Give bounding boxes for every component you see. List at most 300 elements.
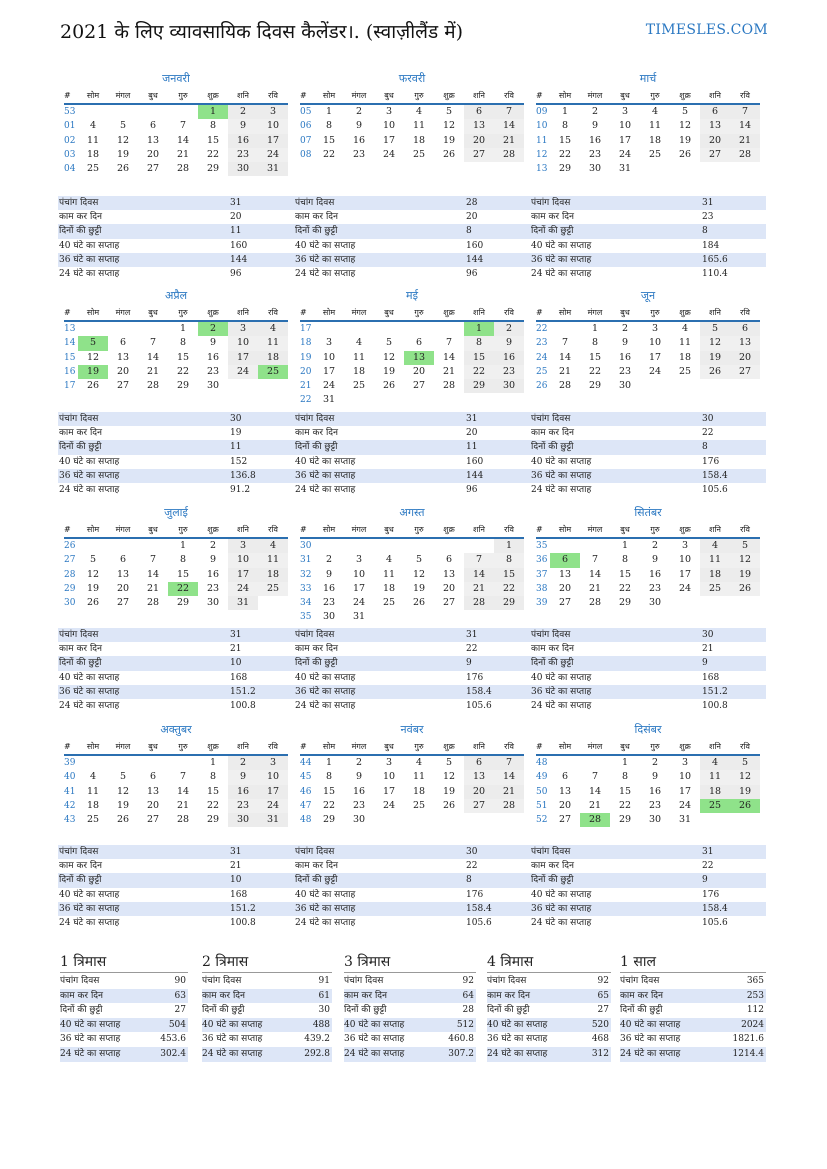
- day-cell[interactable]: 18: [258, 568, 288, 582]
- holiday-day-cell[interactable]: 25: [700, 799, 730, 813]
- day-cell[interactable]: 18: [412, 134, 426, 146]
- day-cell[interactable]: 5: [700, 322, 730, 336]
- day-cell[interactable]: 20: [700, 134, 730, 148]
- day-cell[interactable]: 5: [730, 539, 760, 553]
- day-cell[interactable]: 1: [591, 323, 599, 334]
- day-cell[interactable]: 4: [89, 771, 97, 783]
- day-cell[interactable]: 13: [700, 119, 730, 133]
- day-cell[interactable]: 19: [700, 351, 730, 365]
- day-cell[interactable]: 11: [258, 553, 288, 567]
- day-cell[interactable]: 3: [385, 106, 393, 117]
- day-cell[interactable]: 8: [591, 337, 599, 349]
- day-cell[interactable]: 22: [588, 365, 602, 377]
- day-cell[interactable]: 15: [558, 134, 572, 146]
- day-cell[interactable]: 18: [678, 351, 692, 363]
- day-cell[interactable]: 4: [258, 322, 288, 336]
- day-cell[interactable]: 4: [89, 120, 97, 132]
- day-cell[interactable]: 11: [352, 351, 366, 363]
- day-cell[interactable]: 29: [206, 814, 220, 826]
- day-cell[interactable]: 2: [209, 540, 217, 551]
- day-cell[interactable]: 2: [651, 757, 659, 768]
- day-cell[interactable]: 26: [382, 380, 396, 392]
- day-cell[interactable]: 18: [700, 568, 730, 582]
- day-cell[interactable]: 12: [382, 351, 396, 363]
- day-cell[interactable]: 3: [621, 106, 629, 117]
- day-cell[interactable]: 14: [176, 785, 190, 797]
- day-cell[interactable]: 5: [445, 106, 453, 117]
- day-cell[interactable]: 29: [176, 380, 190, 392]
- day-cell[interactable]: 15: [588, 351, 602, 363]
- day-cell[interactable]: 30: [228, 162, 258, 176]
- day-cell[interactable]: 24: [618, 148, 632, 160]
- day-cell[interactable]: 3: [228, 322, 258, 336]
- day-cell[interactable]: 19: [442, 785, 456, 797]
- day-cell[interactable]: 29: [588, 380, 602, 392]
- brand-link[interactable]: TIMESLES.COM: [645, 22, 768, 38]
- day-cell[interactable]: 15: [494, 568, 524, 582]
- day-cell[interactable]: 16: [322, 582, 336, 594]
- day-cell[interactable]: 14: [588, 785, 602, 797]
- day-cell[interactable]: 14: [146, 351, 160, 363]
- day-cell[interactable]: 3: [681, 540, 689, 551]
- day-cell[interactable]: 11: [258, 336, 288, 350]
- day-cell[interactable]: 26: [442, 799, 456, 811]
- day-cell[interactable]: 12: [86, 351, 100, 363]
- holiday-day-cell[interactable]: 1: [198, 105, 228, 119]
- day-cell[interactable]: 6: [464, 756, 494, 770]
- day-cell[interactable]: 1: [325, 106, 333, 117]
- day-cell[interactable]: 20: [412, 365, 426, 377]
- day-cell[interactable]: 3: [651, 323, 659, 334]
- day-cell[interactable]: 7: [591, 554, 599, 566]
- day-cell[interactable]: 9: [621, 337, 629, 349]
- day-cell[interactable]: 2: [228, 756, 258, 770]
- day-cell[interactable]: 8: [561, 120, 569, 132]
- day-cell[interactable]: 5: [730, 756, 760, 770]
- holiday-day-cell[interactable]: 19: [78, 365, 108, 379]
- holiday-day-cell[interactable]: 6: [550, 553, 580, 567]
- day-cell[interactable]: 14: [494, 770, 524, 784]
- holiday-day-cell[interactable]: 28: [580, 813, 610, 827]
- day-cell[interactable]: 17: [352, 582, 366, 594]
- day-cell[interactable]: 29: [618, 814, 632, 826]
- day-cell[interactable]: 9: [651, 771, 659, 783]
- day-cell[interactable]: 16: [228, 785, 258, 799]
- day-cell[interactable]: 24: [382, 799, 396, 811]
- day-cell[interactable]: 15: [322, 785, 336, 797]
- holiday-day-cell[interactable]: 22: [168, 582, 198, 596]
- day-cell[interactable]: 22: [322, 799, 336, 811]
- day-cell[interactable]: 20: [146, 799, 160, 811]
- holiday-day-cell[interactable]: 26: [730, 799, 760, 813]
- day-cell[interactable]: 31: [228, 596, 258, 610]
- day-cell[interactable]: 5: [89, 554, 97, 566]
- day-cell[interactable]: 7: [179, 120, 187, 132]
- day-cell[interactable]: 2: [325, 554, 333, 566]
- day-cell[interactable]: 10: [678, 771, 692, 783]
- day-cell[interactable]: 2: [355, 106, 363, 117]
- day-cell[interactable]: 8: [325, 120, 333, 132]
- day-cell[interactable]: 11: [648, 120, 662, 132]
- day-cell[interactable]: 8: [464, 336, 494, 350]
- day-cell[interactable]: 17: [618, 134, 632, 146]
- day-cell[interactable]: 2: [651, 540, 659, 551]
- day-cell[interactable]: 25: [678, 365, 692, 377]
- day-cell[interactable]: 27: [558, 814, 572, 826]
- day-cell[interactable]: 17: [382, 134, 396, 146]
- day-cell[interactable]: 6: [119, 337, 127, 349]
- day-cell[interactable]: 21: [464, 582, 494, 596]
- day-cell[interactable]: 2: [355, 757, 363, 768]
- day-cell[interactable]: 29: [618, 597, 632, 609]
- day-cell[interactable]: 28: [558, 380, 572, 392]
- day-cell[interactable]: 21: [442, 365, 456, 377]
- day-cell[interactable]: 19: [730, 568, 760, 582]
- day-cell[interactable]: 18: [700, 785, 730, 799]
- day-cell[interactable]: 4: [700, 756, 730, 770]
- day-cell[interactable]: 22: [558, 148, 572, 160]
- day-cell[interactable]: 14: [588, 568, 602, 580]
- day-cell[interactable]: 9: [591, 120, 599, 132]
- day-cell[interactable]: 1: [621, 757, 629, 768]
- day-cell[interactable]: 24: [322, 380, 336, 392]
- day-cell[interactable]: 7: [730, 105, 760, 119]
- day-cell[interactable]: 18: [86, 148, 100, 160]
- day-cell[interactable]: 24: [258, 799, 288, 813]
- day-cell[interactable]: 20: [558, 582, 572, 594]
- day-cell[interactable]: 31: [258, 813, 288, 827]
- day-cell[interactable]: 16: [206, 351, 220, 363]
- day-cell[interactable]: 13: [116, 351, 130, 363]
- day-cell[interactable]: 11: [700, 770, 730, 784]
- day-cell[interactable]: 24: [258, 148, 288, 162]
- day-cell[interactable]: 25: [648, 148, 662, 160]
- day-cell[interactable]: 12: [116, 785, 130, 797]
- day-cell[interactable]: 16: [588, 134, 602, 146]
- day-cell[interactable]: 7: [494, 105, 524, 119]
- day-cell[interactable]: 14: [494, 119, 524, 133]
- day-cell[interactable]: 21: [558, 365, 572, 377]
- day-cell[interactable]: 21: [146, 365, 160, 377]
- holiday-day-cell[interactable]: 13: [404, 351, 434, 365]
- day-cell[interactable]: 19: [86, 582, 100, 594]
- day-cell[interactable]: 25: [700, 582, 730, 596]
- day-cell[interactable]: 13: [558, 785, 572, 797]
- day-cell[interactable]: 16: [228, 134, 258, 148]
- day-cell[interactable]: 31: [678, 814, 692, 826]
- day-cell[interactable]: 9: [209, 554, 217, 566]
- day-cell[interactable]: 29: [494, 596, 524, 610]
- day-cell[interactable]: 29: [176, 597, 190, 609]
- day-cell[interactable]: 10: [258, 770, 288, 784]
- day-cell[interactable]: 18: [352, 365, 366, 377]
- day-cell[interactable]: 15: [206, 785, 220, 797]
- day-cell[interactable]: 20: [442, 582, 456, 594]
- day-cell[interactable]: 19: [442, 134, 456, 146]
- day-cell[interactable]: 12: [116, 134, 130, 146]
- day-cell[interactable]: 10: [352, 568, 366, 580]
- day-cell[interactable]: 22: [322, 148, 336, 160]
- day-cell[interactable]: 11: [382, 568, 396, 580]
- day-cell[interactable]: 28: [588, 597, 602, 609]
- day-cell[interactable]: 18: [412, 785, 426, 797]
- day-cell[interactable]: 6: [415, 337, 423, 349]
- day-cell[interactable]: 14: [730, 119, 760, 133]
- day-cell[interactable]: 10: [228, 336, 258, 350]
- day-cell[interactable]: 13: [442, 568, 456, 580]
- day-cell[interactable]: 28: [176, 814, 190, 826]
- day-cell[interactable]: 29: [464, 379, 494, 393]
- day-cell[interactable]: 16: [206, 568, 220, 580]
- day-cell[interactable]: 17: [678, 785, 692, 797]
- day-cell[interactable]: 16: [618, 351, 632, 363]
- day-cell[interactable]: 10: [618, 120, 632, 132]
- day-cell[interactable]: 10: [382, 771, 396, 783]
- day-cell[interactable]: 24: [382, 148, 396, 160]
- day-cell[interactable]: 29: [322, 814, 336, 826]
- day-cell[interactable]: 7: [494, 756, 524, 770]
- day-cell[interactable]: 28: [464, 596, 494, 610]
- day-cell[interactable]: 26: [116, 163, 130, 175]
- day-cell[interactable]: 17: [382, 785, 396, 797]
- day-cell[interactable]: 12: [442, 120, 456, 132]
- day-cell[interactable]: 6: [700, 105, 730, 119]
- day-cell[interactable]: 27: [146, 163, 160, 175]
- day-cell[interactable]: 27: [116, 597, 130, 609]
- day-cell[interactable]: 26: [700, 365, 730, 379]
- day-cell[interactable]: 24: [678, 582, 692, 594]
- day-cell[interactable]: 22: [176, 365, 190, 377]
- day-cell[interactable]: 25: [86, 163, 100, 175]
- day-cell[interactable]: 26: [86, 597, 100, 609]
- day-cell[interactable]: 18: [648, 134, 662, 146]
- day-cell[interactable]: 1: [621, 540, 629, 551]
- day-cell[interactable]: 12: [86, 568, 100, 580]
- day-cell[interactable]: 7: [445, 337, 453, 349]
- day-cell[interactable]: 3: [228, 539, 258, 553]
- day-cell[interactable]: 7: [464, 553, 494, 567]
- day-cell[interactable]: 12: [700, 336, 730, 350]
- day-cell[interactable]: 1: [179, 323, 187, 334]
- day-cell[interactable]: 16: [352, 134, 366, 146]
- day-cell[interactable]: 9: [494, 336, 524, 350]
- day-cell[interactable]: 24: [648, 365, 662, 377]
- day-cell[interactable]: 20: [116, 582, 130, 594]
- day-cell[interactable]: 14: [176, 134, 190, 146]
- day-cell[interactable]: 1: [209, 757, 217, 768]
- day-cell[interactable]: 23: [494, 365, 524, 379]
- day-cell[interactable]: 6: [464, 105, 494, 119]
- day-cell[interactable]: 14: [464, 568, 494, 582]
- day-cell[interactable]: 14: [558, 351, 572, 363]
- day-cell[interactable]: 19: [730, 785, 760, 799]
- day-cell[interactable]: 28: [730, 148, 760, 162]
- day-cell[interactable]: 9: [355, 120, 363, 132]
- day-cell[interactable]: 21: [146, 582, 160, 594]
- day-cell[interactable]: 21: [494, 134, 524, 148]
- day-cell[interactable]: 17: [322, 365, 336, 377]
- day-cell[interactable]: 3: [385, 757, 393, 768]
- day-cell[interactable]: 9: [228, 770, 258, 784]
- day-cell[interactable]: 24: [352, 597, 366, 609]
- day-cell[interactable]: 21: [176, 799, 190, 811]
- day-cell[interactable]: 23: [648, 582, 662, 594]
- day-cell[interactable]: 23: [228, 148, 258, 162]
- day-cell[interactable]: 7: [591, 771, 599, 783]
- day-cell[interactable]: 15: [464, 351, 494, 365]
- day-cell[interactable]: 2: [591, 106, 599, 117]
- day-cell[interactable]: 11: [678, 337, 692, 349]
- day-cell[interactable]: 27: [146, 814, 160, 826]
- holiday-day-cell[interactable]: 2: [198, 322, 228, 336]
- day-cell[interactable]: 16: [352, 785, 366, 797]
- day-cell[interactable]: 27: [442, 597, 456, 609]
- day-cell[interactable]: 13: [146, 785, 160, 797]
- day-cell[interactable]: 17: [258, 134, 288, 148]
- day-cell[interactable]: 30: [228, 813, 258, 827]
- day-cell[interactable]: 19: [678, 134, 692, 146]
- day-cell[interactable]: 23: [206, 582, 220, 594]
- day-cell[interactable]: 23: [618, 365, 632, 377]
- day-cell[interactable]: 15: [618, 568, 632, 580]
- day-cell[interactable]: 2: [494, 322, 524, 336]
- day-cell[interactable]: 25: [352, 380, 366, 392]
- day-cell[interactable]: 12: [678, 120, 692, 132]
- day-cell[interactable]: 20: [730, 351, 760, 365]
- day-cell[interactable]: 5: [385, 337, 393, 349]
- day-cell[interactable]: 19: [116, 148, 130, 160]
- day-cell[interactable]: 16: [648, 568, 662, 580]
- day-cell[interactable]: 6: [119, 554, 127, 566]
- day-cell[interactable]: 26: [116, 814, 130, 826]
- day-cell[interactable]: 15: [176, 351, 190, 363]
- day-cell[interactable]: 25: [258, 582, 288, 596]
- day-cell[interactable]: 11: [86, 134, 100, 146]
- day-cell[interactable]: 22: [618, 799, 632, 811]
- day-cell[interactable]: 31: [258, 162, 288, 176]
- day-cell[interactable]: 9: [325, 568, 333, 580]
- day-cell[interactable]: 11: [412, 120, 426, 132]
- holiday-day-cell[interactable]: 5: [78, 336, 108, 350]
- day-cell[interactable]: 7: [149, 337, 157, 349]
- day-cell[interactable]: 23: [352, 799, 366, 811]
- day-cell[interactable]: 1: [325, 757, 333, 768]
- day-cell[interactable]: 12: [730, 770, 760, 784]
- day-cell[interactable]: 2: [228, 105, 258, 119]
- day-cell[interactable]: 28: [442, 380, 456, 392]
- day-cell[interactable]: 30: [648, 814, 662, 826]
- day-cell[interactable]: 21: [730, 134, 760, 148]
- day-cell[interactable]: 5: [681, 106, 689, 117]
- day-cell[interactable]: 22: [464, 365, 494, 379]
- day-cell[interactable]: 22: [206, 148, 220, 160]
- day-cell[interactable]: 4: [700, 539, 730, 553]
- day-cell[interactable]: 11: [412, 771, 426, 783]
- day-cell[interactable]: 25: [382, 597, 396, 609]
- day-cell[interactable]: 8: [325, 771, 333, 783]
- day-cell[interactable]: 30: [206, 380, 220, 392]
- day-cell[interactable]: 30: [618, 380, 632, 392]
- day-cell[interactable]: 31: [618, 163, 632, 175]
- day-cell[interactable]: 6: [149, 771, 157, 783]
- day-cell[interactable]: 8: [179, 337, 187, 349]
- day-cell[interactable]: 9: [355, 771, 363, 783]
- holiday-day-cell[interactable]: 1: [464, 322, 494, 336]
- day-cell[interactable]: 25: [412, 799, 426, 811]
- day-cell[interactable]: 30: [494, 379, 524, 393]
- day-cell[interactable]: 28: [494, 148, 524, 162]
- day-cell[interactable]: 12: [412, 568, 426, 580]
- day-cell[interactable]: 20: [558, 799, 572, 811]
- day-cell[interactable]: 5: [119, 120, 127, 132]
- day-cell[interactable]: 10: [258, 119, 288, 133]
- day-cell[interactable]: 19: [382, 365, 396, 377]
- day-cell[interactable]: 8: [494, 553, 524, 567]
- day-cell[interactable]: 6: [445, 554, 453, 566]
- day-cell[interactable]: 27: [464, 148, 494, 162]
- day-cell[interactable]: 28: [494, 799, 524, 813]
- day-cell[interactable]: 17: [678, 568, 692, 580]
- day-cell[interactable]: 20: [146, 148, 160, 160]
- day-cell[interactable]: 27: [412, 380, 426, 392]
- day-cell[interactable]: 26: [86, 380, 100, 392]
- day-cell[interactable]: 4: [415, 106, 423, 117]
- day-cell[interactable]: 27: [730, 365, 760, 379]
- day-cell[interactable]: 31: [322, 394, 336, 406]
- day-cell[interactable]: 9: [228, 119, 258, 133]
- day-cell[interactable]: 4: [258, 539, 288, 553]
- day-cell[interactable]: 18: [258, 351, 288, 365]
- day-cell[interactable]: 8: [621, 771, 629, 783]
- day-cell[interactable]: 12: [442, 771, 456, 783]
- day-cell[interactable]: 4: [651, 106, 659, 117]
- day-cell[interactable]: 17: [228, 568, 258, 582]
- day-cell[interactable]: 5: [445, 757, 453, 768]
- day-cell[interactable]: 25: [86, 814, 100, 826]
- day-cell[interactable]: 18: [86, 799, 100, 811]
- day-cell[interactable]: 13: [464, 770, 494, 784]
- day-cell[interactable]: 3: [681, 757, 689, 768]
- day-cell[interactable]: 10: [648, 337, 662, 349]
- day-cell[interactable]: 3: [355, 554, 363, 566]
- day-cell[interactable]: 17: [258, 785, 288, 799]
- day-cell[interactable]: 2: [621, 323, 629, 334]
- day-cell[interactable]: 13: [558, 568, 572, 580]
- day-cell[interactable]: 4: [385, 554, 393, 566]
- day-cell[interactable]: 23: [228, 799, 258, 813]
- day-cell[interactable]: 13: [146, 134, 160, 146]
- day-cell[interactable]: 22: [618, 582, 632, 594]
- day-cell[interactable]: 9: [651, 554, 659, 566]
- day-cell[interactable]: 6: [149, 120, 157, 132]
- day-cell[interactable]: 28: [146, 380, 160, 392]
- day-cell[interactable]: 17: [228, 351, 258, 365]
- day-cell[interactable]: 4: [681, 323, 689, 334]
- day-cell[interactable]: 5: [415, 554, 423, 566]
- day-cell[interactable]: 11: [700, 553, 730, 567]
- day-cell[interactable]: 22: [206, 799, 220, 811]
- day-cell[interactable]: 19: [116, 799, 130, 811]
- day-cell[interactable]: 8: [179, 554, 187, 566]
- day-cell[interactable]: 13: [464, 119, 494, 133]
- day-cell[interactable]: 9: [209, 337, 217, 349]
- day-cell[interactable]: 14: [442, 351, 456, 363]
- day-cell[interactable]: 30: [588, 163, 602, 175]
- day-cell[interactable]: 20: [464, 785, 494, 799]
- day-cell[interactable]: 27: [116, 380, 130, 392]
- day-cell[interactable]: 13: [116, 568, 130, 580]
- day-cell[interactable]: 7: [561, 337, 569, 349]
